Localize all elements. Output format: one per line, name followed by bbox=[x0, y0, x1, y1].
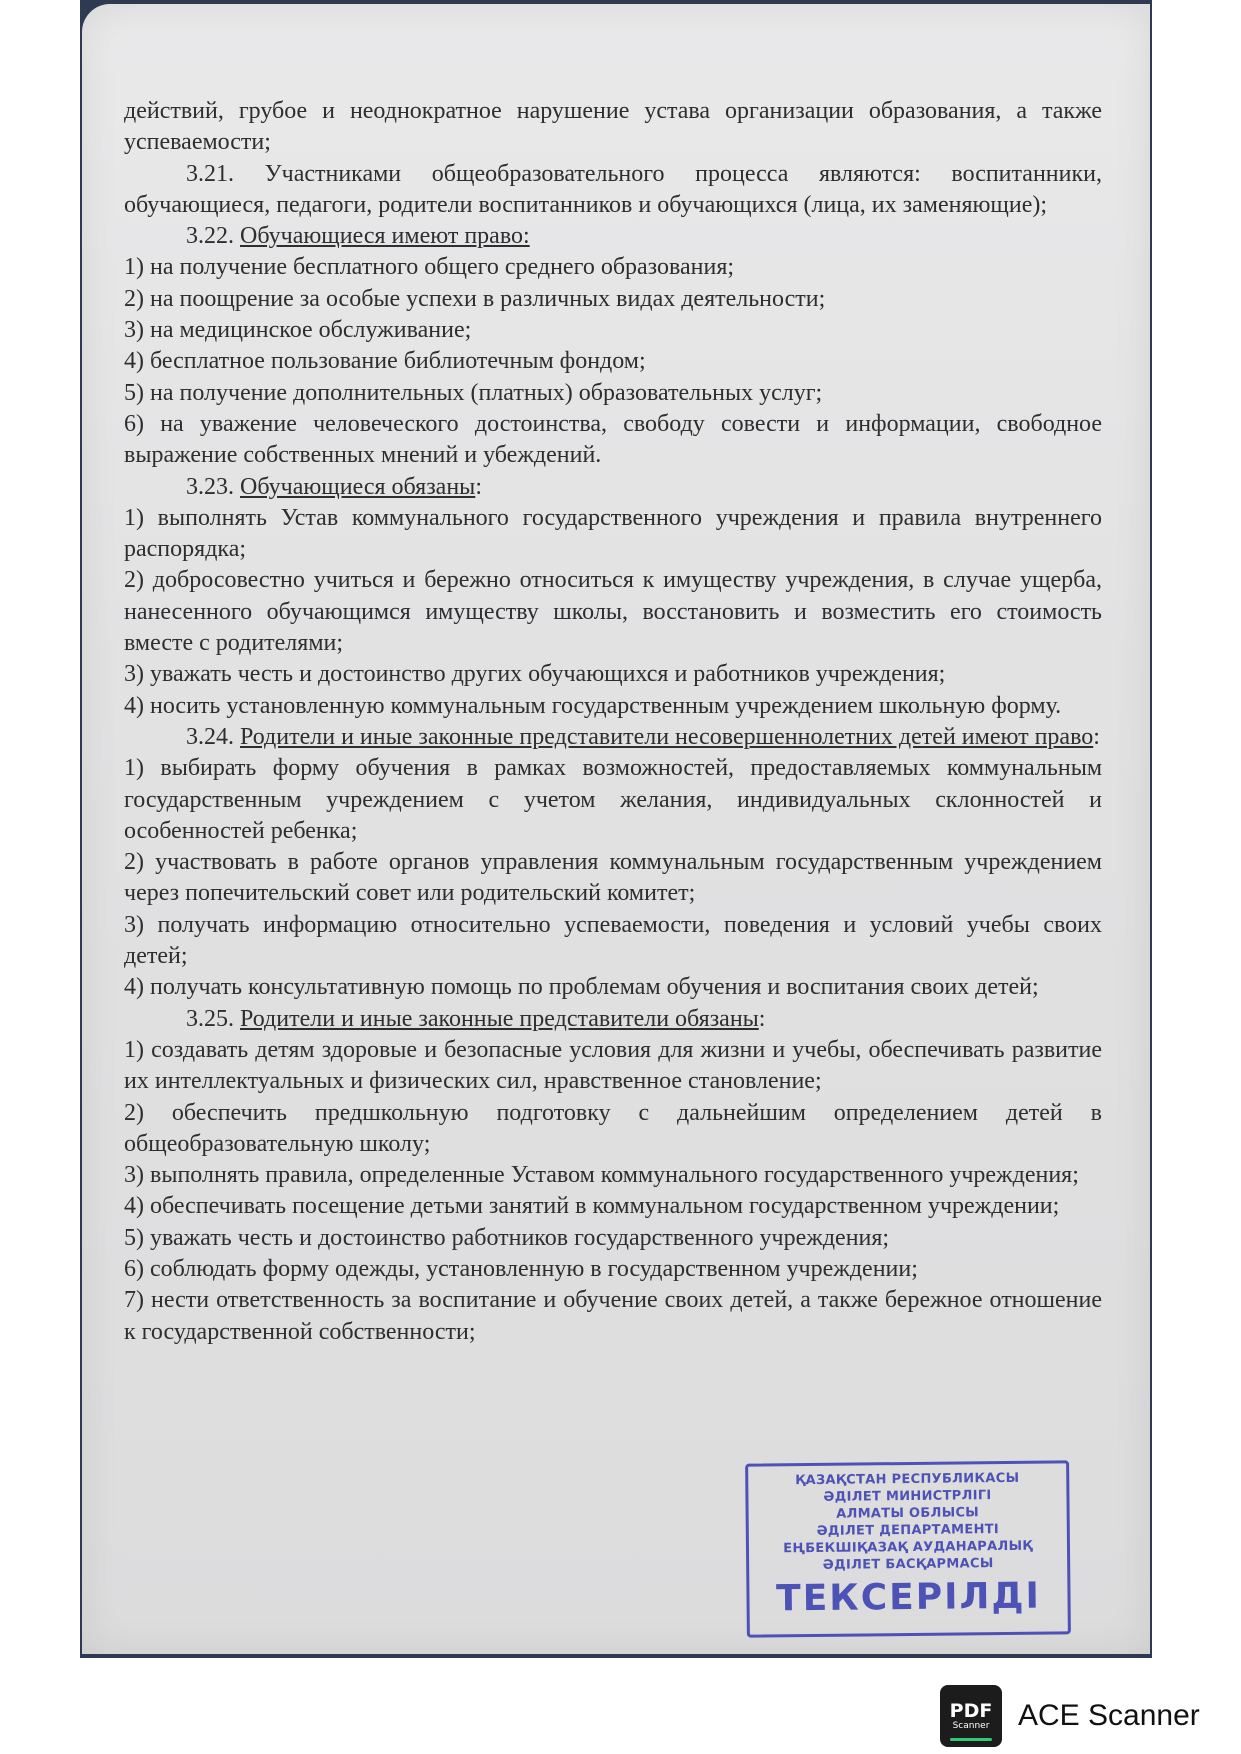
paragraph: 4) получать консультативную помощь по проблемам обучения и воспитания своих детей; bbox=[124, 974, 1039, 1001]
paragraph: 3) на медицинское обслуживание; bbox=[124, 317, 472, 344]
logo-text-top: PDF bbox=[949, 1699, 993, 1722]
paragraph: 1) выполнять Устав коммунального государственного учреждения и правила внутреннего распорядка; bbox=[124, 504, 1102, 563]
section-heading bbox=[124, 722, 1102, 753]
paragraph: 3) уважать честь и достоинство других обучающихся и работников учреждения; bbox=[124, 661, 946, 688]
paragraph: 2) участвовать в работе органов управления коммунальным государственным учреждением через попечительский совет или родительский комитет; bbox=[124, 849, 1102, 907]
paragraph: 5) на получение дополнительных (платных) образовательных услуг; bbox=[124, 379, 823, 406]
document-text bbox=[124, 96, 1102, 1348]
section-number: 3.25. bbox=[186, 1005, 234, 1032]
section-suffix: : bbox=[1093, 723, 1100, 750]
paragraph: 4) бесплатное пользование библиотечным фондом; bbox=[124, 348, 646, 375]
paragraph: 1) выбирать форму обучения в рамках возможностей, предоставляемых коммунальным государственным учреждением с учетом желания, индивидуальных склонностей и особенностей ребенка; bbox=[124, 755, 1102, 844]
section-heading bbox=[124, 1004, 1102, 1035]
brand-watermark bbox=[940, 1685, 1200, 1747]
section-suffix: : bbox=[475, 473, 482, 500]
section-number: 3.24. bbox=[186, 723, 234, 750]
paragraph: 5) уважать честь и достоинство работников государственного учреждения; bbox=[124, 1224, 890, 1251]
paragraph: действий, грубое и неоднократное нарушение устава организации образования, а также успеваемости; bbox=[124, 98, 1102, 156]
paragraph: 7) нести ответственность за воспитание и обучение своих детей, а также бережное отношение к государственной собственности; bbox=[124, 1287, 1102, 1345]
section-number: 3.22. bbox=[186, 223, 234, 250]
official-stamp bbox=[745, 1460, 1071, 1637]
paragraph: 6) соблюдать форму одежды, установленную в государственном учреждении; bbox=[124, 1255, 918, 1282]
paragraph: 4) носить установленную коммунальным государственным учреждением школьную форму. bbox=[124, 692, 1062, 719]
pdf-scanner-logo-icon bbox=[940, 1685, 1002, 1747]
paragraph: 2) добросовестно учиться и бережно относиться к имуществу учреждения, в случае ущерба, нанесенного обучающимся имуществу школы, восстановить и возместить его стоимость вместе с родителями; bbox=[124, 567, 1102, 657]
stamp-line: ӘДІЛЕТ БАСҚАРМАСЫ bbox=[822, 1556, 994, 1573]
section-heading bbox=[124, 221, 1102, 252]
paragraph: 2) на поощрение за особые успехи в различных видах деятельности; bbox=[124, 285, 826, 312]
stamp-line: АЛМАТЫ ОБЛЫСЫ bbox=[836, 1505, 980, 1522]
stamp-line: ӘДІЛЕТ МИНИСТРЛІГІ bbox=[823, 1488, 992, 1505]
paragraph: 4) обеспечивать посещение детьми занятий в коммунальном государственном учреждении; bbox=[124, 1193, 1060, 1220]
section-title: Родители и иные законные представители несовершеннолетних детей имеют право bbox=[240, 723, 1094, 750]
paragraph: 3) получать информацию относительно успеваемости, поведения и условий учебы своих детей; bbox=[124, 911, 1102, 970]
section-title: Обучающиеся обязаны bbox=[240, 473, 476, 500]
section-heading bbox=[124, 472, 1102, 503]
paragraph: 6) на уважение человеческого достоинства, свободу совести и информации, свободное выражение собственных мнений и убеждений. bbox=[124, 410, 1102, 469]
brand-name: ACE Scanner bbox=[1018, 1699, 1200, 1732]
stamp-line: ӘДІЛЕТ ДЕПАРТАМЕНТІ bbox=[816, 1522, 1000, 1539]
paragraph: 1) создавать детям здоровые и безопасные условия для жизни и учебы, обеспечивать развитие их интеллектуальных и физических сил, нравственное становление; bbox=[124, 1036, 1102, 1095]
stamp-line: ЕҢБЕКШІҚАЗАҚ АУДАНАРАЛЫҚ bbox=[783, 1538, 1033, 1557]
paragraph: 3.21. Участниками общеобразовательного процесса являются: воспитанники, обучающиеся, педагоги, родители воспитанников и обучающихся (лица, их заменяющие); bbox=[124, 160, 1102, 218]
stamp-title: ТЕКСЕРІЛДІ bbox=[775, 1575, 1042, 1620]
section-suffix: : bbox=[758, 1005, 766, 1032]
stamp-line: ҚАЗАҚСТАН РЕСПУБЛИКАСЫ bbox=[795, 1470, 1020, 1489]
paragraph: 1) на получение бесплатного общего среднего образования; bbox=[124, 254, 735, 281]
paragraph: 3) выполнять правила, определенные Уставом коммунального государственного учреждения; bbox=[124, 1162, 1079, 1189]
logo-text-bottom: Scanner bbox=[952, 1720, 990, 1731]
section-title: Родители и иные законные представители обязаны bbox=[240, 1005, 759, 1032]
section-title: Обучающиеся имеют право: bbox=[240, 223, 530, 250]
paragraph: 2) обеспечить предшкольную подготовку с дальнейшим определением детей в общеобразовательную школу; bbox=[124, 1099, 1102, 1157]
section-number: 3.23. bbox=[186, 473, 234, 500]
